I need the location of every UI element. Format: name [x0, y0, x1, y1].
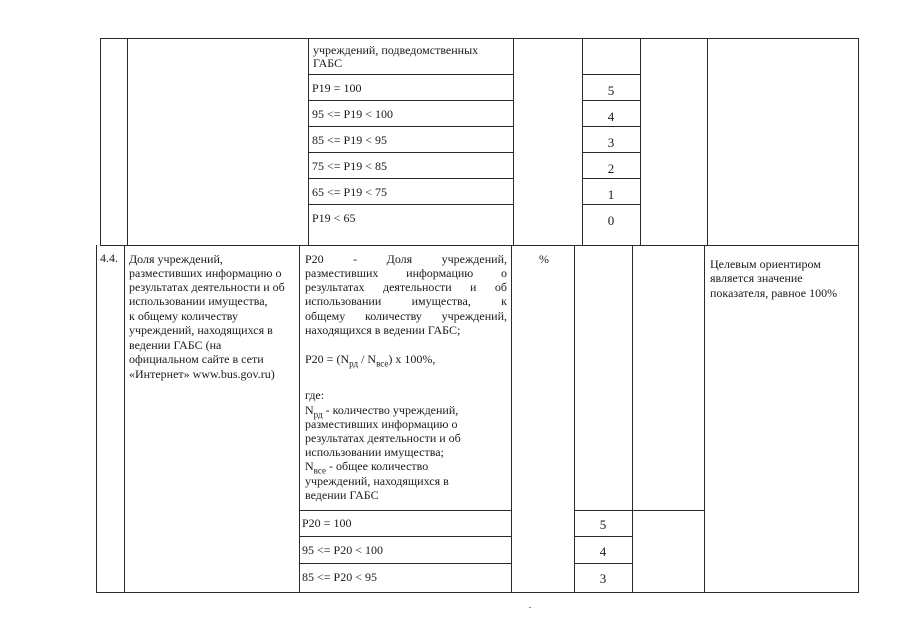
indicator-name-line: учреждений, находящихся в [129, 323, 273, 337]
col-border [308, 38, 309, 245]
row-divider [299, 510, 511, 511]
indicator-name-line: официальном сайте в сети [129, 352, 264, 366]
definition-line: разместивших информацию о [305, 266, 507, 280]
variable-rd-desc: - количество учреждений, [322, 403, 459, 417]
col-border [858, 38, 859, 593]
col-border [640, 38, 641, 245]
score-value: 2 [607, 161, 615, 176]
score-value: 3 [599, 571, 607, 586]
score-value: 4 [599, 544, 607, 559]
row-divider [308, 100, 513, 101]
score-value: 5 [599, 517, 607, 532]
row-divider [574, 536, 632, 537]
col-border [632, 245, 633, 593]
score-value: 1 [607, 187, 615, 202]
variable-rd-sub: рд [313, 409, 323, 420]
definition-line: использовании имущества, к [305, 294, 507, 308]
note-line: Целевым ориентиром [710, 257, 821, 271]
condition-text: 65 <= P19 < 75 [312, 185, 387, 199]
indicator-name-line: «Интернет» www.bus.gov.ru) [129, 367, 275, 381]
note-line: показателя, равное 100% [710, 286, 838, 300]
row-divider [582, 100, 640, 101]
variable-vse-line: учреждений, находящихся в [305, 474, 449, 488]
row-divider [582, 178, 640, 179]
condition-text: P19 = 100 [312, 81, 362, 95]
formula-rhs: ) x 100%, [388, 352, 436, 366]
formula-sub-rd: рд [349, 358, 359, 369]
col-border [511, 245, 512, 593]
score-value: 3 [607, 135, 615, 150]
condition-text: 75 <= P19 < 85 [312, 159, 387, 173]
formula [305, 352, 435, 370]
variable-rd-line: результатах деятельности и об [305, 431, 461, 445]
row-divider [582, 152, 640, 153]
variable-rd-line: разместивших информацию о [305, 417, 458, 431]
row-divider [582, 74, 640, 75]
indicator-name-line: к общему количеству [129, 309, 239, 323]
row-divider [308, 204, 513, 205]
col-border [299, 245, 300, 593]
row-divider [582, 204, 640, 205]
row-divider [574, 510, 704, 511]
where-label: где: [305, 388, 325, 402]
condition-text: P19 < 65 [312, 211, 356, 225]
col-border [582, 38, 583, 245]
row-number: 4.4. [100, 251, 118, 265]
col-border [707, 38, 708, 245]
col-border [704, 245, 705, 593]
table-top-border [100, 38, 859, 39]
col-border [513, 38, 514, 245]
formula-mid: / N [358, 352, 377, 366]
row-divider [574, 563, 632, 564]
score-value: 5 [607, 83, 615, 98]
col-border [574, 245, 575, 593]
row-divider [308, 178, 513, 179]
row-divider [299, 536, 511, 537]
col-border [127, 38, 128, 245]
definition-line: общему количеству учреждений, [305, 309, 507, 323]
col-border [124, 245, 125, 593]
row-divider [308, 126, 513, 127]
row-divider [308, 152, 513, 153]
table-bottom-border [96, 592, 859, 593]
col-border [100, 38, 101, 245]
condition-text: 85 <= P20 < 95 [302, 570, 377, 584]
condition-text: 95 <= P19 < 100 [312, 107, 393, 121]
indicator-name-line: ведении ГАБС (на [129, 338, 222, 352]
note-line: является значение [710, 271, 803, 285]
unit-value: % [539, 252, 549, 266]
condition-text: P20 = 100 [302, 516, 352, 530]
variable-vse-desc: - общее количество [325, 459, 429, 473]
variable-vse-symbol: N [305, 459, 314, 473]
variable-rd-symbol: N [305, 403, 314, 417]
indicator-name-line: разместивших информацию о [129, 266, 282, 280]
variable-vse-line: ведении ГАБС [305, 488, 379, 502]
formula-sub-vse: все [376, 358, 389, 369]
row-divider [308, 74, 513, 75]
formula-lhs: P20 = (N [305, 352, 350, 366]
definition-line: находящихся в ведении ГАБС; [305, 323, 461, 337]
row-divider [582, 126, 640, 127]
variable-vse-sub: все [313, 465, 326, 476]
score-value: 4 [607, 109, 615, 124]
col-border [96, 245, 97, 593]
definition-line: результатах деятельности и об [305, 280, 507, 294]
condition-text: 85 <= P19 < 95 [312, 133, 387, 147]
variable-rd-line: использовании имущества; [305, 445, 444, 459]
score-value: 0 [607, 213, 615, 228]
row-divider [299, 563, 511, 564]
criterion-text: ГАБС [313, 56, 343, 70]
definition-line: P20 - Доля учреждений, [305, 252, 507, 266]
indicator-name-line: использовании имущества, [129, 294, 268, 308]
indicator-name-line: результатах деятельности и об [129, 280, 285, 294]
condition-text: 95 <= P20 < 100 [302, 543, 383, 557]
criterion-text: учреждений, подведомственных [313, 43, 479, 57]
section-divider [100, 245, 859, 246]
scan-speck [529, 607, 531, 608]
indicator-name-line: Доля учреждений, [129, 252, 223, 266]
